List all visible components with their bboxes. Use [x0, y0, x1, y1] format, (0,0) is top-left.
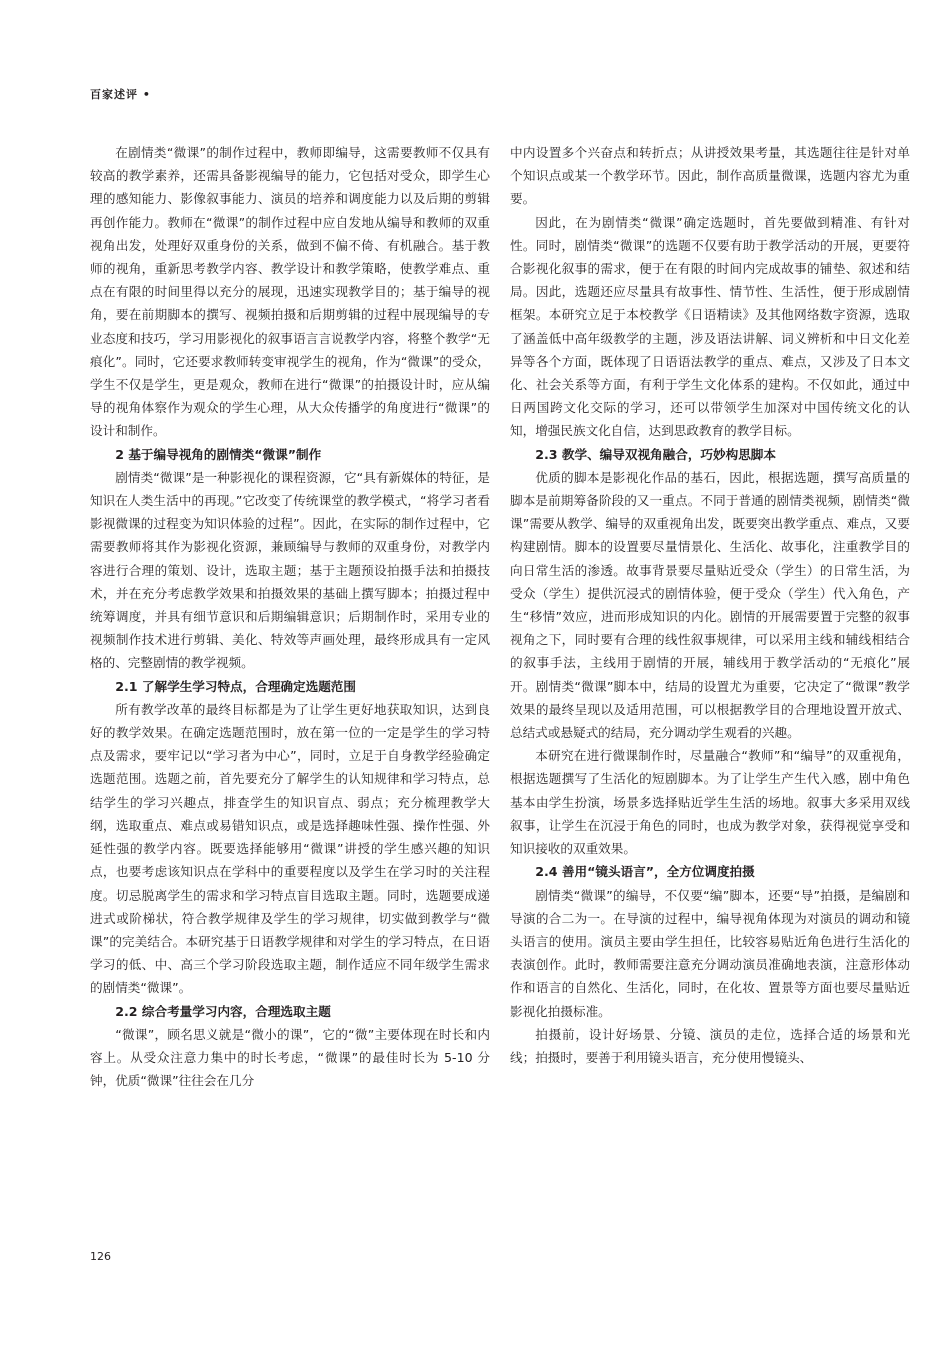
section-heading-2: 2 基于编导视角的剧情类“微课”制作 — [115, 446, 322, 462]
paragraph: 所有教学改革的最终目标都是为了让学生更好地获取知识，达到良好的教学效果。在确定选题范围时，放在第一位的一定是学生的学习特点及需求，要牢记以“学习者为中心”，同时，立足于自身教学经验确定选题范围。选题之前，首先要充分了解学生的认知规律和学习特点，总结学生的学习兴趣点，排查学生的知识盲点、弱点；充分梳理教学大纲，选取重点、难点或易错知识点，或是选择趣味性强、操作性强、外延性强的教学内容。既要选择能够用“微课”讲授的学生感兴趣的知识点，也要考虑该知识点在学科中的重要程度以及学生在学习时的关注程度。切忌脱离学生的需求和学习特点盲目选取主题。同时，选题要成递进式或阶梯状，符合教学规律及学生的学习规律，切实做到教学与“微课”的完美结合。本研究基于日语教学规律和对学生的学习特点，在日语学习的低、中、高三个学习阶段选取主题，制作适应不同年级学生需求的剧情类“微课”。 — [90, 701, 490, 996]
running-head: 百家述评 • — [90, 88, 151, 101]
paragraph: 在剧情类“微课”的制作过程中，教师即编导，这需要教师不仅具有较高的教学素养，还需具备影视编导的能力，它包括对受众，即学生心理的感知能力、影像叙事能力、演员的培养和调度能力以及后期的剪辑再创作能力。教师在“微课”的制作过程中应自发地从编导和教师的双重视角出发，处理好双重身份的关系，做到不偏不倚、有机融合。基于教师的视角，重新思考教学内容、教学设计和教学策略，使教学难点、重点在有限的时间里得以充分的展现，迅速实现教学目的；基于编导的视角，要在前期脚本的撰写、视频拍摄和后期剪辑的过程中展现编导的专业态度和技巧，学习用影视化的叙事语言言说教学内容，将整个教学“无痕化”。同时，它还要求教师转变审视学生的视角，作为“微课”的受众，学生不仅是学生，更是观众，教师在进行“微课”的拍摄设计时，应从编导的视角体察作为观众的学生心理，从大众传播学的角度进行“微课”的设计和制作。 — [90, 145, 490, 439]
paragraph: 剧情类“微课”的编导，不仅要“编”脚本，还要“导”拍摄，是编剧和导演的合二为一。在导演的过程中，编导视角体现为对演员的调动和镜头语言的使用。演员主要由学生担任，比较容易贴近角色进行生活化的表演创作。此时，教师需要注意充分调动演员准确地表演，注意形体动作和语言的自然化、生活化，同时，在化妆、置景等方面也要尽量贴近影视化拍摄标准。 — [510, 887, 910, 1019]
paragraph: 本研究在进行微课制作时，尽量融合“教师”和“编导”的双重视角，根据选题撰写了生活化的短剧脚本。为了让学生产生代入感，剧中角色基本由学生扮演，场景多选择贴近学生生活的场地。叙事大多采用双线叙事，让学生在沉浸于角色的同时，也成为教学对象，获得视觉享受和知识接收的双重效果。 — [510, 748, 910, 857]
page-number: 126 — [90, 1250, 111, 1263]
paragraph: 剧情类“微课”是一种影视化的课程资源，它“具有新媒体的特征，是知识在人类生活中的再现。”它改变了传统课堂的教学模式，“将学习者看影视微课的过程变为知识体验的过程”。因此，在实际的制作过程中，它需要教师将其作为影视化资源，兼顾编导与教师的双重身份，对教学内容进行合理的策划、设计，选取主题；基于主题预设拍摄手法和拍摄技术，并在充分考虑教学效果和拍摄效果的基础上撰写脚本；拍摄过程中统筹调度，并具有细节意识和后期编辑意识；后期制作时，采用专业的视频制作技术进行剪辑、美化、特效等声画处理，最终形成具有一定风格的、完整剧情的教学视频。 — [90, 469, 490, 671]
paragraph: 拍摄前，设计好场景、分镜、演员的走位，选择合适的场景和光线；拍摄时，要善于利用镜头语言，充分使用慢镜头、 — [510, 1026, 910, 1065]
paragraph: 中内设置多个兴奋点和转折点；从讲授效果考量，其选题往往是针对单个知识点或某一个教学环节。因此，制作高质量微课，选题内容尤为重要。 — [510, 145, 910, 207]
section-heading-2-4: 2.4 善用“镜头语言”，全方位调度拍摄 — [535, 864, 755, 880]
paragraph: 因此，在为剧情类“微课”确定选题时，首先要做到精准、有针对性。同时，剧情类“微课”的选题不仅要有助于教学活动的开展，更要符合影视化叙事的需求，便于在有限的时间内完成故事的铺垫、叙述和结局。因此，选题还应尽量具有故事性、情节性、生活性，便于形成剧情框架。本研究立足于本校教学《日语精读》及其他网络数字资源，选取了涵盖低中高年级教学的主题，涉及语法讲解、词义辨析和中日文化差异等各个方面，既体现了日语语法教学的重点、难点，又涉及了日本文化、社会关系等方面，有利于学生文化体系的建构。不仅如此，通过中日两国跨文化交际的学习，还可以带领学生加深对中国传统文化的认知，增强民族文化自信，达到思政教育的教学目标。 — [510, 214, 910, 439]
section-heading-2-1: 2.1 了解学生学习特点，合理确定选题范围 — [115, 678, 356, 694]
section-heading-2-2: 2.2 综合考量学习内容，合理选取主题 — [115, 1003, 331, 1019]
paragraph: “微课”，顾名思义就是“微小的课”，它的“微”主要体现在时长和内容上。从受众注意力集中的时长考虑，“微课”的最佳时长为 5-10 分钟，优质“微课”往往会在几分 — [90, 1026, 490, 1089]
left-column — [90, 141, 490, 1092]
right-column — [510, 141, 910, 1069]
section-heading-2-3: 2.3 教学、编导双视角融合，巧妙构思脚本 — [535, 446, 776, 462]
paragraph: 优质的脚本是影视化作品的基石，因此，根据选题，撰写高质量的脚本是前期筹备阶段的又一重点。不同于普通的剧情类视频，剧情类“微课”需要从教学、编导的双重视角出发，既要突出教学重点、难点，又要构建剧情。脚本的设置要尽量情景化、生活化、故事化，注重教学目的向日常生活的渗透。故事背景要尽量贴近受众（学生）的日常生活，为受众（学生）提供沉浸式的剧情体验，便于受众（学生）代入角色，产生“移情”效应，进而形成知识的内化。剧情的开展需要置于完整的叙事视角之下，同时要有合理的线性叙事规律，可以采用主线和辅线相结合的叙事手法，主线用于剧情的开展，辅线用于教学活动的“无痕化”展开。剧情类“微课”脚本中，结局的设置尤为重要，它决定了“微课”教学效果的最终呈现以及适用范围，可以根据教学目的合理地设置开放式、总结式或悬疑式的结局，充分调动学生观看的兴趣。 — [510, 469, 910, 741]
